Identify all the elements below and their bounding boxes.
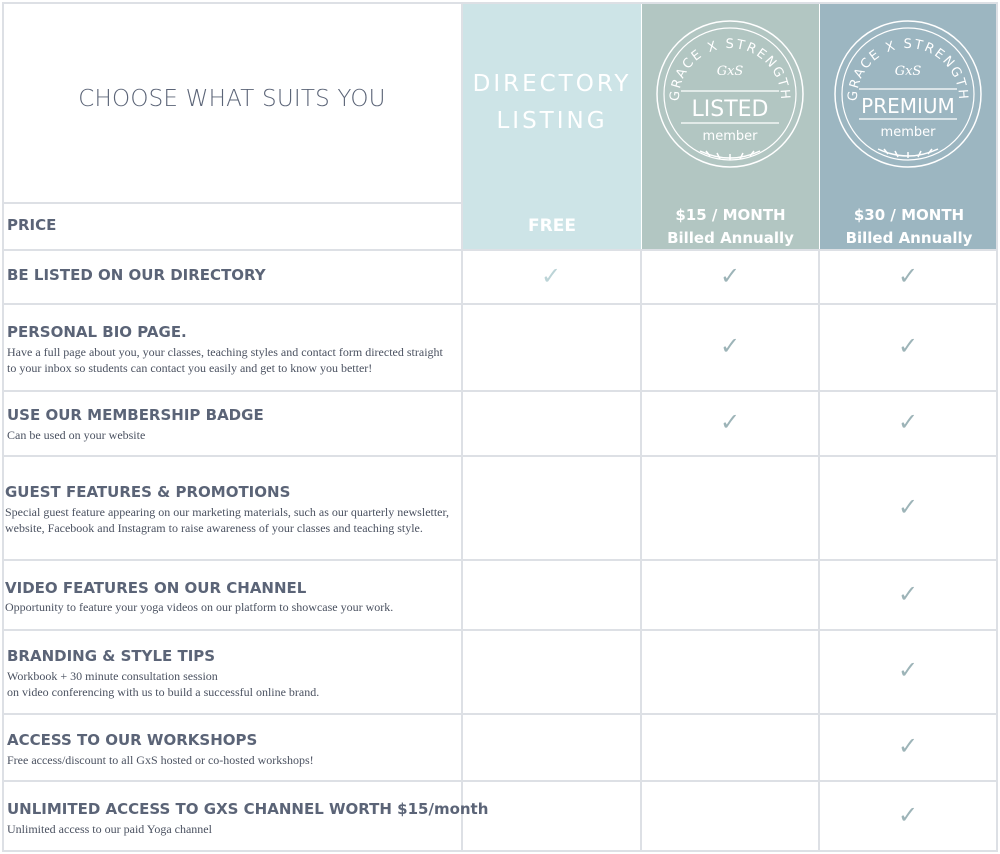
- badge-arc-text: GRACE X STRENGTH: [845, 36, 971, 102]
- feature-title: VIDEO FEATURES ON OUR CHANNEL: [5, 579, 307, 597]
- price-line: Billed Annually: [845, 229, 973, 247]
- badge-monogram: GxS: [716, 64, 744, 79]
- grid-line: [2, 629, 998, 631]
- premium-check-icon: ✓: [897, 580, 919, 608]
- feature-description: Have a full page about you, your classes, teaching styles and contact form directed straight to your inbox so students can contact you easily and get to know you better!: [7, 345, 443, 375]
- feature-description: Unlimited access to our paid Yoga channel: [7, 822, 212, 836]
- premium-check-icon: ✓: [897, 656, 919, 684]
- premium-member-badge: [833, 19, 983, 169]
- feature-description: Opportunity to feature your yoga videos on our platform to showcase your work.: [5, 600, 394, 614]
- premium-check-icon: ✓: [897, 332, 919, 360]
- badge-label: LISTED: [691, 97, 769, 122]
- feature-title: ACCESS TO OUR WORKSHOPS: [7, 731, 258, 749]
- grid-line: [818, 249, 820, 852]
- laurel-icon: [700, 151, 760, 160]
- grid-line: [2, 455, 998, 457]
- grid-line: [2, 2, 998, 4]
- grid-line: [2, 850, 998, 852]
- feature-title: BRANDING & STYLE TIPS: [7, 647, 216, 665]
- premium-price: [820, 204, 998, 250]
- feature-title: PERSONAL BIO PAGE.: [7, 323, 187, 341]
- directory-listing-check-icon: ✓: [540, 262, 562, 290]
- feature-description: Workbook + 30 minute consultation session on video conferencing with us to build a successful online brand.: [7, 669, 320, 699]
- price-line: Billed Annually: [667, 229, 794, 247]
- feature-title: UNLIMITED ACCESS TO GXS CHANNEL WORTH $15/month: [7, 800, 489, 818]
- price-line: FREE: [528, 216, 576, 236]
- grid-line: [2, 713, 998, 715]
- feature-title: BE LISTED ON OUR DIRECTORY: [7, 266, 266, 284]
- price-label: PRICE: [7, 216, 57, 234]
- price-line: $30 / MONTH: [853, 206, 965, 224]
- listed-check-icon: ✓: [719, 332, 741, 360]
- feature-title: USE OUR MEMBERSHIP BADGE: [7, 406, 264, 424]
- badge-monogram: GxS: [894, 64, 922, 79]
- grid-line: [2, 2, 4, 852]
- premium-check-icon: ✓: [897, 801, 919, 829]
- grid-line: [996, 2, 998, 852]
- grid-line: [2, 780, 998, 782]
- premium-check-icon: ✓: [897, 408, 919, 436]
- premium-check-icon: ✓: [897, 262, 919, 290]
- directory-price: [463, 215, 641, 238]
- premium-check-icon: ✓: [897, 493, 919, 521]
- feature-description: Can be used on your website: [7, 428, 146, 442]
- directory-listing-title-line: DIRECTORY: [472, 71, 632, 97]
- feature-title: GUEST FEATURES & PROMOTIONS: [5, 483, 291, 501]
- badge-arc-text: GRACE X STRENGTH: [667, 36, 793, 102]
- listed-price: [642, 204, 819, 250]
- grid-line: [2, 202, 463, 204]
- feature-description: Free access/discount to all GxS hosted or co-hosted workshops!: [7, 753, 314, 767]
- badge-sub: member: [702, 129, 758, 144]
- grid-line: [2, 390, 998, 392]
- grid-line: [2, 303, 998, 305]
- badge-label: PREMIUM: [861, 94, 955, 118]
- premium-check-icon: ✓: [897, 732, 919, 760]
- listed-check-icon: ✓: [719, 408, 741, 436]
- directory-listing-title: [463, 66, 641, 140]
- grid-line: [2, 559, 998, 561]
- badge-sub: member: [880, 125, 936, 140]
- grid-line: [640, 249, 642, 852]
- page-title: CHOOSE WHAT SUITS YOU: [78, 86, 386, 112]
- feature-description: Special guest feature appearing on our marketing materials, such as our quarterly newsletter, website, Facebook and Instagram to raise awareness of your classes and teaching style.: [5, 505, 450, 535]
- directory-listing-title-line: LISTING: [496, 108, 608, 134]
- price-line: $15 / MONTH: [675, 206, 786, 224]
- listed-member-badge: [655, 19, 805, 169]
- listed-check-icon: ✓: [719, 262, 741, 290]
